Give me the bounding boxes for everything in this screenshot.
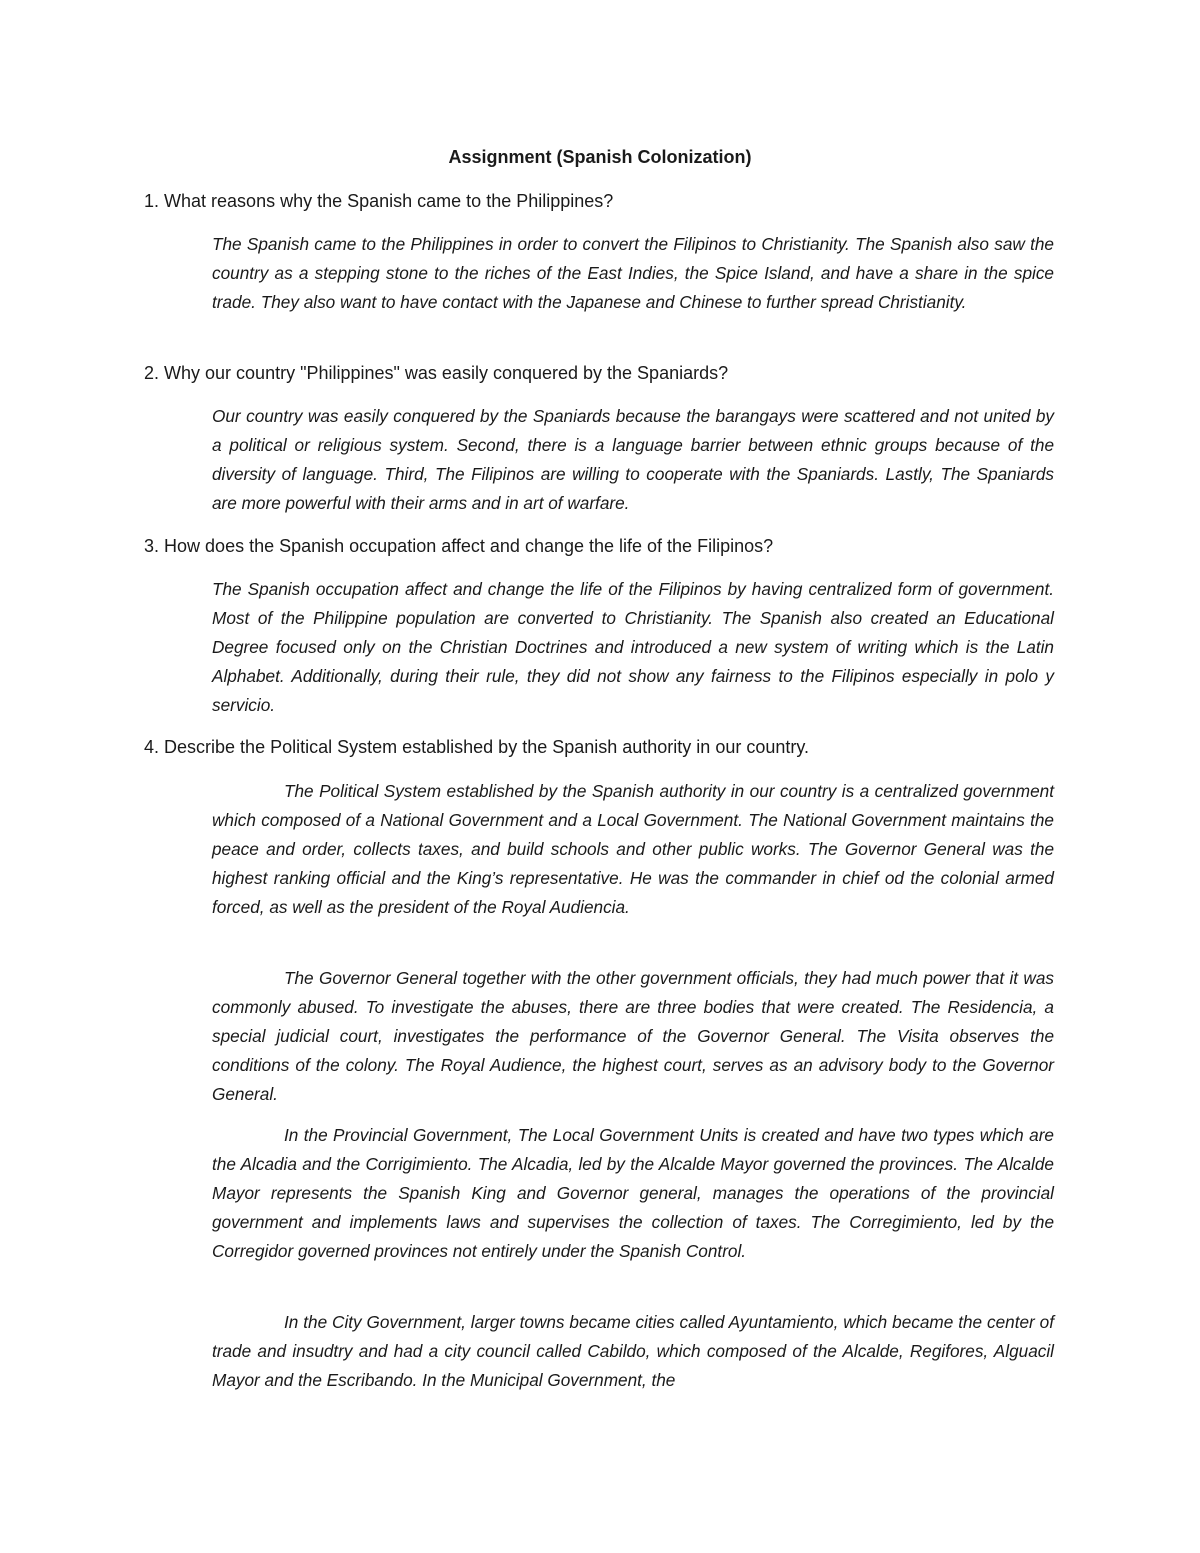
question-number: 1. [144,191,160,211]
answer-4-paragraph-2: The Governor General together with the other government officials, they had much power that it was commonly abused. To investigate the abuses, there are three bodies that were created. The Residencia, a special judicial court, investigates the performance of the Governor General. The Visita observes the conditions of the colony. The Royal Audience, the highest court, serves as an advisory body to the Governor General. [212,968,1054,1104]
answer-4-paragraph-3: In the Provincial Government, The Local Government Units is created and have two types which are the Alcadia and the Corrigimiento. The Alcadia, led by the Alcalde Mayor governed the provinces. The Alcalde Mayor represents the Spanish King and Governor general, manages the operations of the provincial government and implements laws and supervises the collection of taxes. The Corregimiento, led by the Corregidor governed provinces not entirely under the Spanish Control. [212,1125,1054,1261]
answer-4-paragraph-1: The Political System established by the Spanish authority in our country is a centralized government which composed of a National Government and a Local Government. The National Government maintains the peace and order, collects taxes, and build schools and other public works. The Governor General was the highest ranking official and the King’s representative. He was the commander in chief od the colonial armed forced, as well as the president of the Royal Audiencia. [212,781,1054,917]
document-title: Assignment (Spanish Colonization) [448,147,752,167]
answer-2-paragraph-1: Our country was easily conquered by the Spaniards because the barangays were scattered and not united by a political or religious system. Second, there is a language barrier between ethnic groups because of the diversity of language. Third, The Filipinos are willing to cooperate with the Spaniards. Lastly, The Spaniards are more powerful with their arms and in art of warfare. [212,406,1054,513]
answer-1-paragraph-1: The Spanish came to the Philippines in order to convert the Filipinos to Christianity. The Spanish also saw the country as a stepping stone to the riches of the East Indies, the Spice Island, and have a share in the spice trade. They also want to have contact with the Japanese and Chinese to further spread Christianity. [212,234,1054,312]
question-text: Describe the Political System established by the Spanish authority in our country. [164,737,810,757]
question-3 [144,534,1064,558]
question-number: 3. [144,536,160,556]
question-number: 2. [144,363,160,383]
question-4 [144,735,1064,759]
question-number: 4. [144,737,160,757]
question-text: What reasons why the Spanish came to the Philippines? [164,191,614,211]
question-text: How does the Spanish occupation affect and change the life of the Filipinos? [164,536,774,556]
question-1 [144,189,1064,213]
question-text: Why our country "Philippines" was easily conquered by the Spaniards? [164,363,729,383]
answer-3-paragraph-1: The Spanish occupation affect and change the life of the Filipinos by having centralized form of government. Most of the Philippine population are converted to Christianity. The Spanish also created an Educational Degree focused only on the Christian Doctrines and introduced a new system of writing which is the Latin Alphabet. Additionally, during their rule, they did not show any fairness to the Filipinos especially in polo y servicio. [212,579,1054,715]
question-2 [144,361,1064,385]
answer-4-paragraph-4: In the City Government, larger towns became cities called Ayuntamiento, which became the center of trade and insudtry and had a city council called Cabildo, which composed of the Alcalde, Regifores, Alguacil Mayor and the Escribando. In the Municipal Government, the [212,1312,1054,1390]
